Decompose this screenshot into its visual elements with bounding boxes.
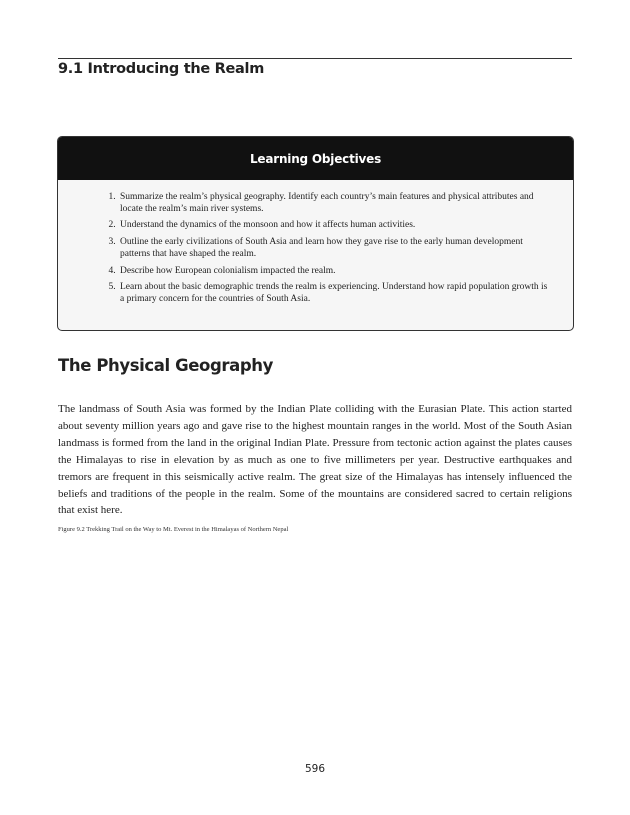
figure-caption: Figure 9.2 Trekking Trail on the Way to Mt. Everest in the Himalayas of Northern Nepal <box>58 526 289 533</box>
objective-item: 2. Understand the dynamics of the monsoon and how it affects human activities. <box>118 220 553 232</box>
page-number: 596 <box>304 763 326 775</box>
learning-objectives-box <box>57 136 574 331</box>
objective-item: 3. Outline the early civilizations of South Asia and learn how they gave rise to the early human development patterns that have shaped the realm. <box>118 237 553 260</box>
objective-item: 4. Describe how European colonialism impacted the realm. <box>118 266 553 278</box>
physical-geography-heading: The Physical Geography <box>58 356 273 375</box>
learning-objectives-list <box>58 180 573 306</box>
physical-geography-paragraph: The landmass of South Asia was formed by the Indian Plate colliding with the Eurasian Plate. This action started about seventy million years ago and gave rise to the highest mountain ranges in the world. Most of the South Asian landmass is formed from the land in the original Indian Plate. Pressure from tectonic action against the plates causes the Himalayas to rise in elevation by as much as one to five millimeters per year. Destructive earthquakes and tremors are frequent in this seismically active realm. The great size of the Himalayas has intensely influenced the beliefs and traditions of the people in the realm. Some of the mountains are considered sacred to certain religions that exist here. <box>58 403 572 517</box>
objective-item: 1. Summarize the realm’s physical geography. Identify each country’s main features and physical attributes and locate the realm’s main river systems. <box>118 192 553 215</box>
learning-objectives-title: Learning Objectives <box>58 137 573 180</box>
objective-item: 5. Learn about the basic demographic trends the realm is experiencing. Understand how rapid population growth is a primary concern for the countries of South Asia. <box>118 282 553 305</box>
section-top-rule <box>58 58 572 59</box>
section-title: 9.1 Introducing the Realm <box>58 61 265 77</box>
